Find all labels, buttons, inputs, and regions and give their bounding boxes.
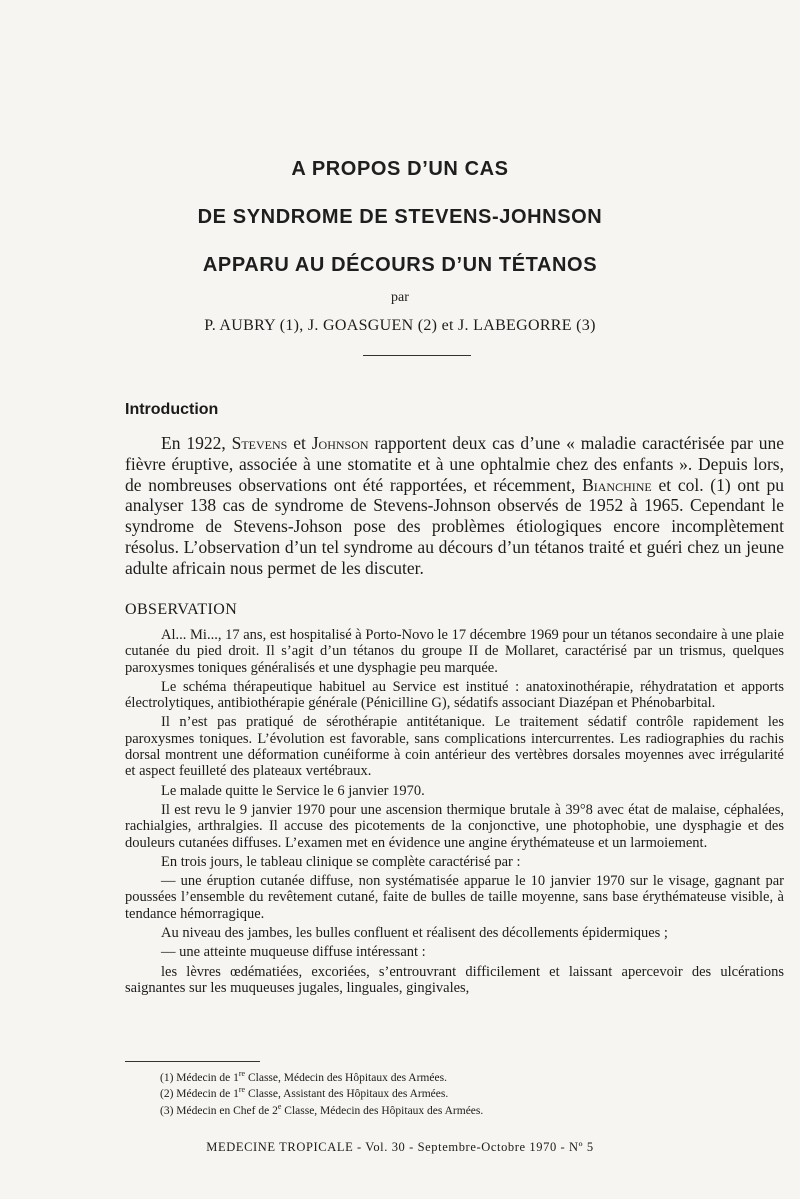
observation-paragraph: — une atteinte muqueuse diffuse intéressant : [161, 944, 426, 961]
introduction-text [125, 433, 784, 579]
observation-paragraph: — une éruption cutanée diffuse, non systématisée apparue le 10 janvier 1970 sur le visage, gagnant par poussées l’ensemble du revêtement cutané, faite de bulles de taille moyenne, sans base érythémateuse visible, à tendance hémorragique. [125, 873, 784, 922]
observation-paragraph: En trois jours, le tableau clinique se complète caractérisé par : [161, 853, 521, 870]
footnote-1 [160, 1068, 483, 1084]
observation-heading: OBSERVATION [125, 601, 238, 618]
title-line-3: APPARU AU DÉCOURS D’UN TÉTANOS [202, 254, 598, 276]
footnote-2-sup: re [238, 1085, 246, 1095]
observation-paragraph: Il n’est pas pratiqué de sérothérapie antitétanique. Le traitement sédatif contrôle rapidement les paroxysmes toniques. L’évolution est favorable, sans complications intercurrentes. Les radiographies du rachis dorsal montrent une déformation cunéiforme à coin antérieur des vertèbres dorsales moyennes avec irrégularité et aspect feuilleté des plateaux vertébraux. [125, 714, 784, 780]
observation-paragraph: Il est revu le 9 janvier 1970 pour une ascension thermique brutale à 39°8 avec état de malaise, céphalées, rachialgies, arthralgies. Il accuse des picotements de la conjonctive, une photophobie, une dysphagie et des douleurs cutanées diffuses. L’examen met en évidence une angine érythémateuse et un larmoiement. [125, 801, 784, 851]
footnotes [160, 1068, 483, 1117]
observation-paragraph: Al... Mi..., 17 ans, est hospitalisé à Porto-Novo le 17 décembre 1969 pour un tétanos secondaire à une plaie cutanée du pied droit. Il s’agit d’un tétanos du groupe II de Mollaret, caractérisé par un trismus, quelques paroxysmes toniques généralisés et une dysphagie peu marquée. [125, 627, 784, 676]
footnote-3-b: Classe, Médecin des Hôpitaux des Armées. [281, 1104, 484, 1117]
article-title [0, 158, 800, 302]
intro-text-a: En 1922, [161, 433, 232, 453]
footnote-2 [160, 1084, 483, 1100]
journal-footer: MEDECINE TROPICALE - Vol. 30 - Septembre-Octobre 1970 - Nº 5 [206, 1140, 594, 1154]
introduction-heading: Introduction [125, 401, 219, 418]
observation-paragraph: les lèvres œdématiées, excoriées, s’entrouvrant difficilement et laissant apercevoir des ulcérations saignantes sur les muqueuses jugales, linguales, gingivales, [125, 963, 784, 996]
author-johnson: Johnson [311, 433, 369, 453]
author-stevens: Stevens [231, 433, 288, 453]
footnote-1-sup: re [238, 1069, 246, 1078]
observation-paragraph: Le schéma thérapeutique habituel au Service est institué : anatoxinothérapie, réhydratation et apports électrolytiques, antibiothérapie générale (Pénicilline G), sédatifs associant Diazépan et Phénobarbital. [125, 678, 784, 712]
footnote-1-a: (1) Médecin de 1 [160, 1071, 239, 1084]
footnote-1-b: Classe, Médecin des Hôpitaux des Armées. [245, 1071, 447, 1084]
introduction-paragraph [125, 433, 784, 579]
intro-text-c: rapportent deux cas d’une « maladie caractérisée par une fièvre éruptive, associée à une stomatite et à une ophtalmie chez des enfants ». Depuis lors, de nombreuses observations ont été rapportées, et récemment, [125, 433, 784, 495]
observation-paragraph: Au niveau des jambes, les bulles confluent et réalisent des décollements épidermiques ; [161, 925, 668, 942]
byline-par: par [391, 290, 409, 305]
footnote-2-a: (2) Médecin de 1 [160, 1088, 239, 1101]
observation-paragraph: Le malade quitte le Service le 6 janvier 1970. [161, 782, 425, 799]
footnote-3-a: (3) Médecin en Chef de 2 [160, 1104, 278, 1117]
footnote-3 [160, 1101, 483, 1117]
authors-line: P. AUBRY (1), J. GOASGUEN (2) et J. LABEGORRE (3) [204, 317, 596, 334]
title-line-2: DE SYNDROME DE STEVENS-JOHNSON [197, 206, 603, 228]
footnote-3-sup: e [277, 1101, 282, 1111]
intro-text-b: et [287, 433, 312, 453]
author-bianchine: Bianchine [582, 474, 652, 495]
observation-body [125, 627, 784, 999]
intro-text-d: et col. (1) ont pu analyser 138 cas de syndrome de Stevens-Johnson observés de 1952 à 1965. Cependant le syndrome de Stevens-Johson pose des problèmes étiologiques encore incomplètement résolus. L’observation d’un tel syndrome au décours d’un tétanos traité et guéri chez un jeune adulte africain nous permet de les discuter. [125, 474, 784, 578]
title-line-1: A PROPOS D’UN CAS [291, 158, 509, 180]
footnote-rule [125, 1061, 260, 1062]
footnote-2-b: Classe, Assistant des Hôpitaux des Armées. [245, 1088, 449, 1101]
title-separator-rule [363, 355, 471, 356]
